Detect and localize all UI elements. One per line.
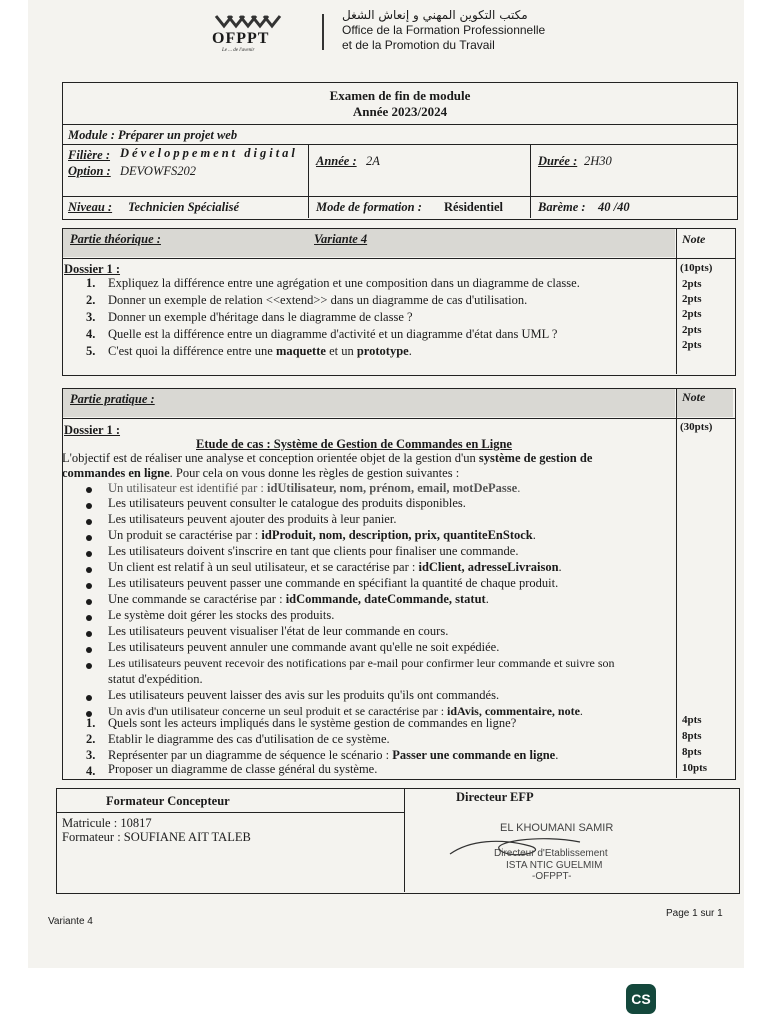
bullet-icon xyxy=(86,599,92,605)
rule-text-start: Les utilisateurs peuvent laisser des avis sur les produits qu'ils ont commandés. xyxy=(108,688,500,702)
practice-total-pts: (30pts) xyxy=(680,421,713,433)
section-rule xyxy=(62,418,736,419)
stamp-line2: ISTA NTIC GUELMIM xyxy=(506,860,603,871)
rule-text-start: Les utilisateurs doivent s'inscrire en tant que clients pour finaliser une commande. xyxy=(108,544,519,558)
table-rule xyxy=(56,812,404,813)
filiere-label: Filière : xyxy=(68,148,111,162)
module-label: Module : Préparer un projet web xyxy=(68,128,238,142)
intro-paragraph-line2 xyxy=(62,466,459,481)
question-text: Donner un exemple d'héritage dans le diagramme de classe ? xyxy=(108,310,413,324)
bullet-icon xyxy=(86,615,92,621)
matricule: Matricule : 10817 xyxy=(62,816,152,830)
niveau-label: Niveau : xyxy=(68,200,113,214)
question-number: 3. xyxy=(86,748,96,762)
rule-text xyxy=(108,528,536,543)
theory-total-pts: (10pts) xyxy=(680,262,713,274)
question-number: 2. xyxy=(86,293,96,307)
rule-text-bold: idAvis, commentaire, note xyxy=(447,704,580,718)
question-points: 2pts xyxy=(682,324,702,336)
bullet-icon xyxy=(86,551,92,557)
rule-text-bold: idUtilisateur, nom, prénom, email, motDePasse xyxy=(266,481,518,495)
question-points: 8pts xyxy=(682,746,702,758)
rule-text xyxy=(108,481,520,496)
bullet-icon xyxy=(86,503,92,509)
rule-text-start: Un avis d'un utilisateur concerne un seul produit et se caractérise par : xyxy=(108,704,448,718)
table-rule xyxy=(530,144,531,218)
rule-text xyxy=(108,512,396,527)
rule-text-end: . xyxy=(517,481,521,495)
question-text: Proposer un diagramme de classe général du système. xyxy=(108,762,378,776)
table-rule xyxy=(404,788,405,892)
rule-text xyxy=(108,608,334,623)
formateur-name: Formateur : SOUFIANE AIT TALEB xyxy=(62,830,251,844)
duree-label: Durée : xyxy=(538,154,578,168)
rule-text-start: Les utilisateurs peuvent consulter le catalogue des produits disponibles. xyxy=(108,496,466,510)
rule-text xyxy=(108,640,499,655)
question-points: 4pts xyxy=(682,714,702,726)
exam-year: Année 2023/2024 xyxy=(352,104,448,119)
question-text: Donner un exemple de relation <<extend>> dans un diagramme de cas d'utilisation. xyxy=(108,293,528,307)
rule-text-end: . xyxy=(579,704,583,718)
practice-note-label: Note xyxy=(682,390,706,404)
rule-text-start: Le système doit gérer les stocks des produits. xyxy=(108,608,335,622)
rule-text-end: . xyxy=(532,528,536,542)
page-number: Page 1 sur 1 xyxy=(666,908,723,919)
rule-text-start: Les utilisateurs peuvent passer une commande en spécifiant la quantité de chaque produit. xyxy=(108,576,559,590)
theory-variante: Variante 4 xyxy=(314,232,368,246)
section-rule xyxy=(676,228,677,374)
keyword-maquette: maquette xyxy=(275,344,326,358)
bullet-icon xyxy=(86,583,92,589)
table-rule xyxy=(308,144,309,218)
rule-text xyxy=(108,544,518,559)
scenario-name: Passer une commande en ligne xyxy=(392,748,556,762)
rule-text-start: Un utilisateur est identifié par : xyxy=(108,481,267,495)
directeur-header: Directeur EFP xyxy=(456,790,534,804)
bullet-icon xyxy=(86,535,92,541)
table-rule xyxy=(62,144,738,145)
rule-text-start: Les utilisateurs peuvent recevoir des notifications par e-mail pour confirmer leur commande et suivre son xyxy=(108,656,615,670)
logo-text: OFPPT xyxy=(212,30,270,47)
question-number: 2. xyxy=(86,732,96,746)
bullet-icon xyxy=(86,631,92,637)
logo-tagline: Le ... de l'avenir xyxy=(222,48,255,53)
camscanner-badge: CS xyxy=(626,984,656,1014)
question-text xyxy=(108,344,412,359)
question-number: 1. xyxy=(86,276,96,290)
intro-line2-end: . Pour cela on vous donne les règles de gestion suivantes : xyxy=(169,466,460,480)
rule-text-start: Une commande se caractérise par : xyxy=(108,592,286,606)
intro-line1-bold: système de gestion de xyxy=(478,451,593,465)
section-rule xyxy=(62,258,736,259)
intro-line1-start: L'objectif est de réaliser une analyse et conception orientée objet de la gestion d'un xyxy=(62,451,479,465)
rule-text-start: Les utilisateurs peuvent ajouter des produits à leur panier. xyxy=(108,512,397,526)
heading-shade xyxy=(63,389,675,417)
rule-text xyxy=(108,496,466,511)
bullet-icon xyxy=(86,647,92,653)
mode-value: Résidentiel xyxy=(444,200,504,214)
question-number: 4. xyxy=(86,327,96,341)
niveau-value: Technicien Spécialisé xyxy=(128,200,239,214)
case-study-title: Etude de cas : Système de Gestion de Commandes en Ligne xyxy=(196,437,512,451)
bareme-label: Barème : xyxy=(538,200,586,214)
section-rule xyxy=(676,388,677,778)
filiere-value: Développement digital xyxy=(120,146,298,160)
ofppt-logo xyxy=(208,12,288,54)
rule-text-bold: idClient, adresseLivraison xyxy=(418,560,559,574)
annee-label: Année : xyxy=(316,154,357,168)
question-points: 8pts xyxy=(682,730,702,742)
question-text-start: C'est quoi la différence entre une xyxy=(108,344,276,358)
table-rule xyxy=(62,196,738,197)
rule-text-bold: idCommande, dateCommande, statut xyxy=(285,592,486,606)
practice-dossier: Dossier 1 : xyxy=(64,423,121,437)
rule-text-start: Les utilisateurs peuvent annuler une commande avant qu'elle ne soit expédiée. xyxy=(108,640,500,654)
intro-paragraph xyxy=(62,451,592,466)
question-points: 2pts xyxy=(682,293,702,305)
logo-emblem-icon xyxy=(208,12,288,30)
bullet-icon xyxy=(86,695,92,701)
arabic-org-name: مكتب التكوين المهني و إنعاش الشغل xyxy=(342,8,528,22)
rule-continuation: statut d'expédition. xyxy=(108,672,203,686)
rule-text-end: . xyxy=(558,560,562,574)
rule-text xyxy=(108,560,562,575)
question-text: Etablir le diagramme des cas d'utilisation de ce système. xyxy=(108,732,390,746)
question-text: Quelle est la différence entre un diagramme d'activité et un diagramme d'état dans UML ? xyxy=(108,327,558,341)
question-points: 2pts xyxy=(682,278,702,290)
bullet-icon xyxy=(86,567,92,573)
bullet-icon xyxy=(86,487,92,493)
director-stamp xyxy=(440,820,670,884)
keyword-prototype: prototype xyxy=(356,344,409,358)
option-label: Option : xyxy=(68,164,111,178)
question-points: 2pts xyxy=(682,339,702,351)
rule-text-start: Un produit se caractérise par : xyxy=(108,528,262,542)
stamp-line1: Directeur d'Etablissement xyxy=(494,848,608,859)
question-text: Expliquez la différence entre une agrégation et une composition dans un diagramme de classe. xyxy=(108,276,580,290)
rule-text-start: Un client est relatif à un seul utilisateur, et se caractérise par : xyxy=(108,560,419,574)
footer-variante: Variante 4 xyxy=(48,916,93,927)
question-text-mid: et un xyxy=(325,344,357,358)
header-divider xyxy=(322,14,324,50)
stamp-line3: -OFPPT- xyxy=(532,871,572,882)
annee-value: 2A xyxy=(366,154,380,168)
bullet-icon xyxy=(86,663,92,669)
theory-heading: Partie théorique : xyxy=(70,232,161,246)
rule-text xyxy=(108,624,448,639)
bullet-icon xyxy=(86,519,92,525)
question-number: 3. xyxy=(86,310,96,324)
table-rule xyxy=(62,124,738,125)
theory-dossier: Dossier 1 : xyxy=(64,262,121,276)
formateur-concepteur-header: Formateur Concepteur xyxy=(106,794,230,808)
rule-text xyxy=(108,688,499,703)
question-text: Quels sont les acteurs impliqués dans le système gestion de commandes en ligne? xyxy=(108,716,517,730)
option-value: DEVOWFS202 xyxy=(120,164,197,178)
duree-value: 2H30 xyxy=(584,154,612,168)
stamp-name: EL KHOUMANI SAMIR xyxy=(500,822,614,834)
bareme-value: 40 /40 xyxy=(598,200,630,214)
question-text-end: . xyxy=(408,344,412,358)
rule-text-end: . xyxy=(485,592,489,606)
org-name-line1: Office de la Formation Professionnelle xyxy=(342,23,546,37)
question-points: 10pts xyxy=(682,762,708,774)
question-text: Représenter par un diagramme de séquence le scénario : Passer une commande en ligne. xyxy=(108,748,559,762)
question-points: 2pts xyxy=(682,308,702,320)
rule-text xyxy=(108,656,615,671)
question-text-start: Représenter par un diagramme de séquence le scénario : xyxy=(108,748,393,762)
practice-heading: Partie pratique : xyxy=(70,392,155,406)
intro-line2-bold: commandes en ligne xyxy=(62,466,170,480)
question-number: 5. xyxy=(86,344,96,358)
theory-note-label: Note xyxy=(682,232,706,246)
rule-text-start: Les utilisateurs peuvent visualiser l'état de leur commande en cours. xyxy=(108,624,449,638)
org-name-line2: et de la Promotion du Travail xyxy=(342,38,495,52)
rule-text xyxy=(108,592,489,607)
question-number: 1. xyxy=(86,716,96,730)
question-number: 4. xyxy=(86,764,96,778)
rule-text xyxy=(108,576,558,591)
mode-label: Mode de formation : xyxy=(316,200,422,214)
rule-text-bold: idProduit, nom, description, prix, quantiteEnStock xyxy=(261,528,533,542)
exam-title: Examen de fin de module xyxy=(329,88,471,103)
